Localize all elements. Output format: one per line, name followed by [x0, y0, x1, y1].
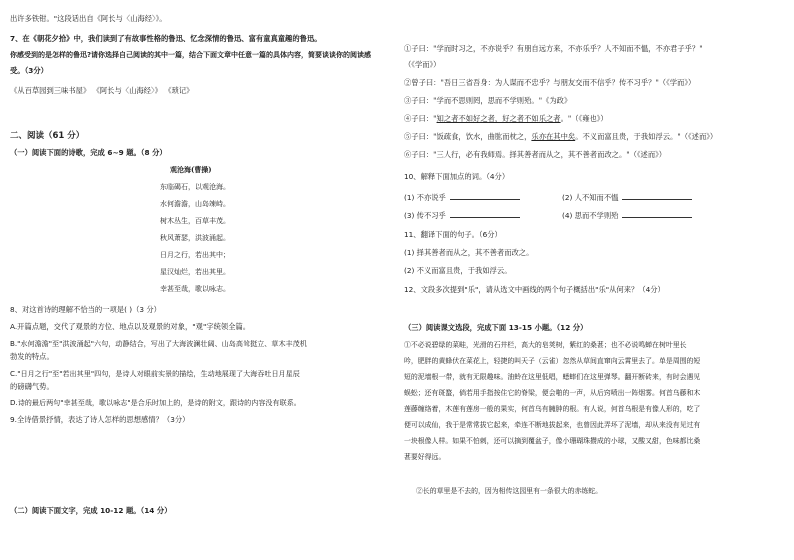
question-8: 8、对这首诗的理解不恰当的一项是( )（3 分）	[10, 305, 161, 314]
poem-line: 幸甚至哉，歌以咏志。	[160, 285, 230, 293]
analects-2: ②曾子曰："吾日三省吾身：为人谋而不忠乎？与朋友交而不信乎？传不习乎？"（《学而》）	[404, 78, 696, 87]
question-9: 9.全诗借景抒情，表达了诗人怎样的思想感情？（3分）	[10, 415, 190, 424]
part-1-heading: （一）阅读下面的诗歌，完成 6~9 题。（8 分）	[10, 148, 167, 157]
option-b: B."水何澹澹"至"洪波涌起"六句，动静结合，写出了大海波澜壮阔、山岛高耸挺立、草木丰茂机	[10, 339, 307, 348]
option-d: D.诗的最后两句"幸甚至哉，歌以咏志"是合乐时加上的，是诗的附文，跟诗的内容没有联系。	[10, 398, 301, 407]
analects-1-source: （《学而》）	[404, 60, 441, 69]
book-list: 《从百草园到三味书屋》 《阿长与〈山海经〉》 《琐记》	[10, 86, 194, 95]
analects-5: ⑤子曰："饭疏食，饮水，曲肱而枕之，乐亦在其中矣。不义而富且贵，于我如浮云。"（《述而》）	[404, 132, 718, 141]
question-10: 10、解释下面加点的词。（4分）	[404, 172, 510, 181]
passage-line: ①不必说碧绿的菜畦，光滑的石井栏，高大的皂荚树，紫红的桑葚；也不必说鸣蝉在树叶里长	[404, 341, 687, 349]
right-column	[404, 0, 776, 560]
passage-line: 短的泥墙根一带，就有无限趣味。油蛉在这里低唱，蟋蟀们在这里弹琴。翻开断砖来，有时会遇见	[404, 373, 701, 381]
option-b-cont: 勃发的特点。	[10, 352, 54, 361]
answer-blank[interactable]	[450, 192, 520, 200]
passage-line: 一块根像人样。如果不怕刺，还可以摘到覆盆子，像小珊瑚珠攒成的小球，又酸又甜，色味都比桑	[404, 437, 701, 445]
left-column	[10, 0, 382, 560]
word-item-4: (4) 思而不学则殆	[562, 210, 692, 221]
underlined-sentence: 知之者不如好之者，好之者不如乐之者	[436, 114, 561, 123]
word-item-3: (3) 传不习乎	[404, 210, 520, 221]
passage-line: 莲藤缠络着，木莲有莲房一般的果实，何首乌有臃肿的根。有人说，何首乌根是有像人形的，吃了	[404, 405, 701, 413]
text-line: 出许多铁钳。"这段话出自《阿长与〈山海经〉》。	[10, 14, 167, 23]
poem-line: 东临碣石，以观沧海。	[160, 183, 230, 191]
translate-item-1: (1) 择其善者而从之，其不善者而改之。	[404, 248, 534, 257]
option-c-cont: 的磅礴气势。	[10, 382, 54, 391]
part-3-heading: （三）阅读课文选段，完成下面 13-15 小题。（12 分）	[404, 323, 588, 332]
question-7-line3: 受。（3分）	[10, 66, 48, 75]
analects-1: ①子曰："学而时习之，不亦说乎？有朋自远方来，不亦乐乎？人不知而不愠，不亦君子乎？"	[404, 44, 703, 53]
passage-line: 吟，肥胖的黄蜂伏在菜花上，轻捷的叫天子（云雀）忽然从草间直窜向云霄里去了。单是周围的短	[404, 357, 701, 365]
question-12: 12、文段多次提到"乐"，请从选文中画线的两个句子概括出"乐"从何来？（4分）	[404, 285, 665, 294]
part-2-heading: （二）阅读下面文字，完成 10-12 题。（14 分）	[10, 506, 172, 515]
passage-line: 葚要好得远。	[404, 453, 446, 461]
poem-line: 水何澹澹，山岛竦峙。	[160, 200, 230, 208]
analects-3: ③子曰："学而不思则罔，思而不学则殆。"《为政》	[404, 96, 572, 105]
option-a: A.开篇点题，交代了观景的方位、地点以及观景的对象，"观"字统领全篇。	[10, 322, 251, 331]
section-2-heading: 二、阅读（61 分）	[10, 131, 85, 141]
question-7: 7、在《朝花夕拾》中，我们读到了有故事性格的鲁迅、忆念深情的鲁迅、富有童真童趣的鲁迅。	[10, 34, 322, 43]
underlined-sentence: 乐亦在其中矣	[531, 132, 576, 141]
translate-item-2: (2) 不义而富且贵，于我如浮云。	[404, 266, 512, 275]
word-item-1: (1) 不亦说乎	[404, 192, 520, 203]
poem-line: 树木丛生，百草丰茂。	[160, 217, 230, 225]
answer-blank[interactable]	[450, 210, 520, 218]
passage-line: 便可以成仙，我于是常常拔它起来，牵连不断地拔起来，也曾因此弄坏了泥墙，却从来没有见过有	[404, 421, 701, 429]
analects-4: ④子曰："知之者不如好之者，好之者不如乐之者。"（《雍也》）	[404, 114, 608, 123]
poem-line: 秋风萧瑟，洪波涌起。	[160, 234, 230, 242]
passage-line: ②长的草里是不去的，因为相传这园里有一条很大的赤练蛇。	[416, 487, 603, 495]
analects-6: ⑥子曰："三人行，必有我师焉。择其善者而从之，其不善者而改之。"（《述而》）	[404, 150, 667, 159]
answer-blank[interactable]	[622, 210, 692, 218]
passage-line: 蜈蚣；还有斑蝥，倘若用手指按住它的脊梁，便会啪的一声，从后窍喷出一阵烟雾。何首乌藤和木	[404, 389, 701, 397]
question-7-line2: 你感受到的是怎样的鲁迅?请你选择自己阅读的其中一篇，结合下面文章中任意一篇的具体内容，简要谈谈你的阅读感	[10, 51, 372, 59]
poem-line: 日月之行，若出其中；	[160, 251, 230, 259]
word-item-2: (2) 人不知而不愠	[562, 192, 692, 203]
answer-blank[interactable]	[622, 192, 692, 200]
poem-title: 观沧海(曹操)	[170, 165, 212, 174]
question-11: 11、翻译下面的句子。（6分）	[404, 230, 502, 239]
option-c: C."日月之行"至"若出其里"四句，是诗人对眼前实景的描绘，生动地展现了大海吞吐日月星辰	[10, 369, 300, 378]
poem-line: 星汉灿烂，若出其里。	[160, 268, 230, 276]
